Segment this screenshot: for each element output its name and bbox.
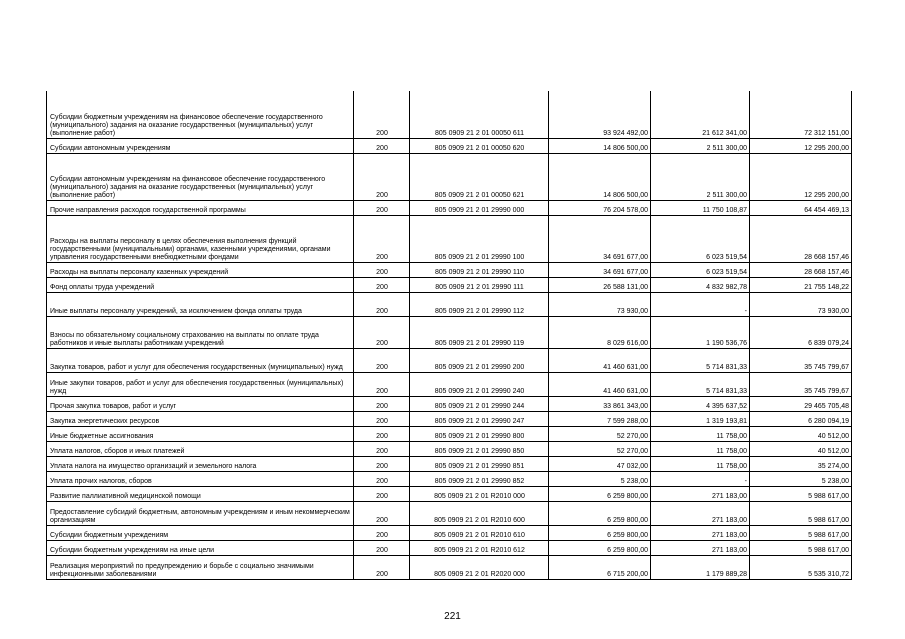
row-executed: 6 023 519,54 (651, 262, 750, 277)
row-line-code: 200 (354, 292, 410, 316)
row-remaining: 5 535 310,72 (750, 555, 852, 579)
row-name: Закупка товаров, работ и услуг для обеспечения государственных (муниципальных) нужд (47, 348, 354, 372)
row-line-code: 200 (354, 471, 410, 486)
row-line-code: 200 (354, 441, 410, 456)
row-line-code: 200 (354, 525, 410, 540)
row-line-code: 200 (354, 215, 410, 262)
row-name: Иные выплаты персоналу учреждений, за исключением фонда оплаты труда (47, 292, 354, 316)
row-approved: 6 259 800,00 (549, 501, 651, 525)
row-budget-code: 805 0909 21 2 01 R2010 600 (410, 501, 549, 525)
row-budget-code: 805 0909 21 2 01 29990 800 (410, 426, 549, 441)
row-line-code: 200 (354, 456, 410, 471)
table-row (47, 486, 852, 501)
row-budget-code: 805 0909 21 2 01 00050 620 (410, 138, 549, 153)
row-remaining: 6 839 079,24 (750, 316, 852, 348)
page-number: 221 (444, 611, 461, 622)
row-approved: 14 806 500,00 (549, 153, 651, 200)
table-row (47, 215, 852, 262)
row-name: Реализация мероприятий по предупреждению и борьбе с социально значимыми инфекционными заболеваниями (47, 555, 354, 579)
row-name: Субсидии автономным учреждениям (47, 138, 354, 153)
row-name: Расходы на выплаты персоналу казенных учреждений (47, 262, 354, 277)
row-budget-code: 805 0909 21 2 01 29990 110 (410, 262, 549, 277)
row-name: Субсидии бюджетным учреждениям (47, 525, 354, 540)
row-budget-code: 805 0909 21 2 01 29990 119 (410, 316, 549, 348)
row-budget-code: 805 0909 21 2 01 00050 621 (410, 153, 549, 200)
table-row (47, 426, 852, 441)
row-remaining: 5 988 617,00 (750, 486, 852, 501)
row-approved: 8 029 616,00 (549, 316, 651, 348)
row-budget-code: 805 0909 21 2 01 29990 100 (410, 215, 549, 262)
row-budget-code: 805 0909 21 2 01 R2010 000 (410, 486, 549, 501)
row-line-code: 200 (354, 91, 410, 138)
row-remaining: 21 755 148,22 (750, 277, 852, 292)
row-name: Иные закупки товаров, работ и услуг для обеспечения государственных (муниципальных) нужд (47, 372, 354, 396)
row-line-code: 200 (354, 200, 410, 215)
row-remaining: 28 668 157,46 (750, 215, 852, 262)
row-executed: 11 750 108,87 (651, 200, 750, 215)
row-approved: 76 204 578,00 (549, 200, 651, 215)
row-name: Уплата налога на имущество организаций и земельного налога (47, 456, 354, 471)
table-row (47, 396, 852, 411)
row-budget-code: 805 0909 21 2 01 29990 240 (410, 372, 549, 396)
table-row (47, 277, 852, 292)
row-approved: 14 806 500,00 (549, 138, 651, 153)
row-remaining: 5 988 617,00 (750, 525, 852, 540)
row-executed: 271 183,00 (651, 525, 750, 540)
row-approved: 52 270,00 (549, 426, 651, 441)
row-executed: - (651, 471, 750, 486)
table-row (47, 200, 852, 215)
row-budget-code: 805 0909 21 2 01 R2020 000 (410, 555, 549, 579)
row-line-code: 200 (354, 277, 410, 292)
row-executed: 1 190 536,76 (651, 316, 750, 348)
table-row (47, 501, 852, 525)
row-remaining: 35 745 799,67 (750, 372, 852, 396)
row-executed: 1 179 889,28 (651, 555, 750, 579)
row-executed: 2 511 300,00 (651, 153, 750, 200)
row-name: Взносы по обязательному социальному страхованию на выплаты по оплате труда работников и иные выплаты работникам учреждений (47, 316, 354, 348)
table-row (47, 316, 852, 348)
row-budget-code: 805 0909 21 2 01 29990 000 (410, 200, 549, 215)
row-approved: 6 715 200,00 (549, 555, 651, 579)
row-approved: 41 460 631,00 (549, 348, 651, 372)
row-line-code: 200 (354, 316, 410, 348)
table-row (47, 372, 852, 396)
row-executed: 5 714 831,33 (651, 348, 750, 372)
row-name: Субсидии бюджетным учреждениям на финансовое обеспечение государственного (муниципального) задания на оказание государственных (муниципальных) услуг (выполнение работ) (47, 91, 354, 138)
table-row (47, 153, 852, 200)
row-name: Субсидии бюджетным учреждениям на иные цели (47, 540, 354, 555)
row-remaining: 5 238,00 (750, 471, 852, 486)
row-remaining: 12 295 200,00 (750, 153, 852, 200)
row-line-code: 200 (354, 153, 410, 200)
row-approved: 93 924 492,00 (549, 91, 651, 138)
row-line-code: 200 (354, 262, 410, 277)
row-executed: 5 714 831,33 (651, 372, 750, 396)
row-executed: 21 612 341,00 (651, 91, 750, 138)
row-approved: 26 588 131,00 (549, 277, 651, 292)
table-row (47, 540, 852, 555)
row-remaining: 6 280 094,19 (750, 411, 852, 426)
row-executed: 1 319 193,81 (651, 411, 750, 426)
row-executed: 271 183,00 (651, 486, 750, 501)
row-name: Уплата прочих налогов, сборов (47, 471, 354, 486)
table-row (47, 525, 852, 540)
row-name: Прочие направления расходов государственной программы (47, 200, 354, 215)
row-approved: 73 930,00 (549, 292, 651, 316)
row-name: Фонд оплаты труда учреждений (47, 277, 354, 292)
table-row (47, 348, 852, 372)
row-budget-code: 805 0909 21 2 01 29990 850 (410, 441, 549, 456)
budget-table (46, 91, 852, 580)
row-line-code: 200 (354, 501, 410, 525)
row-name: Прочая закупка товаров, работ и услуг (47, 396, 354, 411)
row-line-code: 200 (354, 348, 410, 372)
row-approved: 41 460 631,00 (549, 372, 651, 396)
row-approved: 34 691 677,00 (549, 215, 651, 262)
row-name: Уплата налогов, сборов и иных платежей (47, 441, 354, 456)
row-budget-code: 805 0909 21 2 01 29990 111 (410, 277, 549, 292)
table-row (47, 91, 852, 138)
table-row (47, 262, 852, 277)
table-row (47, 471, 852, 486)
row-line-code: 200 (354, 540, 410, 555)
row-remaining: 40 512,00 (750, 441, 852, 456)
row-executed: 271 183,00 (651, 540, 750, 555)
row-remaining: 12 295 200,00 (750, 138, 852, 153)
row-line-code: 200 (354, 411, 410, 426)
table-row (47, 138, 852, 153)
row-remaining: 28 668 157,46 (750, 262, 852, 277)
row-approved: 6 259 800,00 (549, 486, 651, 501)
row-budget-code: 805 0909 21 2 01 29990 112 (410, 292, 549, 316)
budget-table-body (47, 91, 852, 579)
row-remaining: 35 274,00 (750, 456, 852, 471)
row-remaining: 64 454 469,13 (750, 200, 852, 215)
table-row (47, 441, 852, 456)
row-budget-code: 805 0909 21 2 01 29990 852 (410, 471, 549, 486)
row-executed: 271 183,00 (651, 501, 750, 525)
row-line-code: 200 (354, 138, 410, 153)
row-line-code: 200 (354, 372, 410, 396)
row-approved: 52 270,00 (549, 441, 651, 456)
row-approved: 47 032,00 (549, 456, 651, 471)
row-executed: 11 758,00 (651, 456, 750, 471)
row-approved: 33 861 343,00 (549, 396, 651, 411)
row-budget-code: 805 0909 21 2 01 29990 247 (410, 411, 549, 426)
row-approved: 34 691 677,00 (549, 262, 651, 277)
row-name: Субсидии автономным учреждениям на финансовое обеспечение государственного (муниципального) задания на оказание государственных (муниципальных) услуг (выполнение работ) (47, 153, 354, 200)
row-remaining: 40 512,00 (750, 426, 852, 441)
row-executed: 11 758,00 (651, 426, 750, 441)
row-budget-code: 805 0909 21 2 01 R2010 612 (410, 540, 549, 555)
row-remaining: 5 988 617,00 (750, 540, 852, 555)
row-budget-code: 805 0909 21 2 01 R2010 610 (410, 525, 549, 540)
row-executed: 11 758,00 (651, 441, 750, 456)
row-name: Предоставление субсидий бюджетным, автономным учреждениям и иным некоммерческим организациям (47, 501, 354, 525)
row-remaining: 29 465 705,48 (750, 396, 852, 411)
row-approved: 6 259 800,00 (549, 525, 651, 540)
row-name: Развитие паллиативной медицинской помощи (47, 486, 354, 501)
row-name: Расходы на выплаты персоналу в целях обеспечения выполнения функций государственными (муниципальными) органами, казенными учреждениями, органами управления государственными внебюджетными фондами (47, 215, 354, 262)
row-budget-code: 805 0909 21 2 01 29990 244 (410, 396, 549, 411)
row-executed: 4 395 637,52 (651, 396, 750, 411)
row-remaining: 73 930,00 (750, 292, 852, 316)
row-executed: - (651, 292, 750, 316)
row-remaining: 72 312 151,00 (750, 91, 852, 138)
row-executed: 6 023 519,54 (651, 215, 750, 262)
row-approved: 7 599 288,00 (549, 411, 651, 426)
row-remaining: 5 988 617,00 (750, 501, 852, 525)
row-approved: 6 259 800,00 (549, 540, 651, 555)
table-row (47, 292, 852, 316)
row-line-code: 200 (354, 555, 410, 579)
row-line-code: 200 (354, 486, 410, 501)
row-budget-code: 805 0909 21 2 01 29990 200 (410, 348, 549, 372)
row-budget-code: 805 0909 21 2 01 29990 851 (410, 456, 549, 471)
table-row (47, 411, 852, 426)
row-line-code: 200 (354, 396, 410, 411)
row-budget-code: 805 0909 21 2 01 00050 611 (410, 91, 549, 138)
table-row (47, 456, 852, 471)
row-line-code: 200 (354, 426, 410, 441)
row-executed: 4 832 982,78 (651, 277, 750, 292)
row-name: Иные бюджетные ассигнования (47, 426, 354, 441)
row-approved: 5 238,00 (549, 471, 651, 486)
table-row (47, 555, 852, 579)
row-remaining: 35 745 799,67 (750, 348, 852, 372)
row-executed: 2 511 300,00 (651, 138, 750, 153)
row-name: Закупка энергетических ресурсов (47, 411, 354, 426)
